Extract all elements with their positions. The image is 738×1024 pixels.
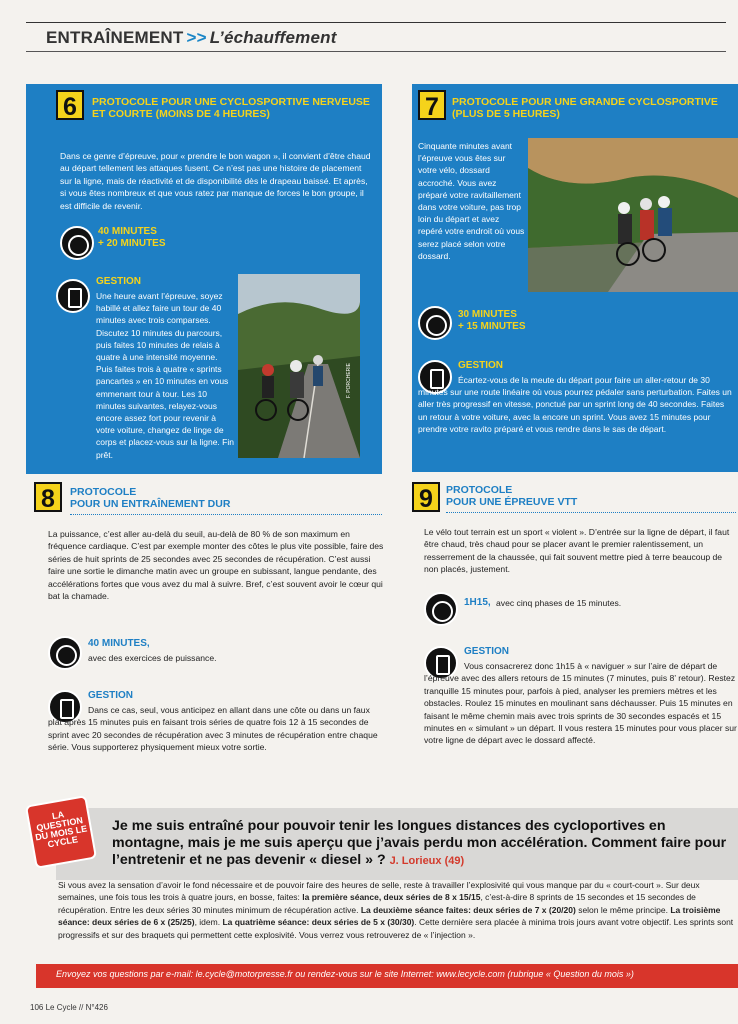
protocol-9-title: PROTOCOLE POUR UNE ÉPREUVE VTT bbox=[446, 484, 578, 508]
protocol-8-divider bbox=[70, 514, 382, 515]
protocol-7-gestion-title: GESTION bbox=[458, 360, 504, 371]
protocol-8-number: 8 bbox=[34, 482, 62, 512]
protocol-7-title: PROTOCOLE POUR UNE GRANDE CYCLOSPORTIVE (PLUS DE 5 HEURES) bbox=[452, 96, 718, 120]
protocol-8-title: PROTOCOLE POUR UN ENTRAÎNEMENT DUR bbox=[70, 486, 231, 510]
cyclists-road-photo bbox=[238, 274, 360, 458]
protocol-7-gestion-text: Écartez-vous de la meute du départ pour faire un aller-retour de 30 minutes sur une route linéaire où vous pourrez pédaler sans perturbation. Faites un aller très progressif en vitesse, ponctué par un sprint long de 40 secondes. Faites un retour à votre voiture, avec la encore un sprint. Vous avez 15 minutes pour prendre votre ravito préparé et vous rendre dans le sas de départ. bbox=[418, 375, 732, 434]
protocol-9-gestion-title: GESTION bbox=[464, 646, 510, 657]
stopwatch-icon bbox=[418, 306, 452, 340]
protocol-9-number: 9 bbox=[412, 482, 440, 512]
watch-icon bbox=[56, 279, 90, 313]
group-ride-photo bbox=[528, 138, 738, 292]
answer-text-3: selon le même principe. bbox=[575, 904, 671, 915]
protocol-9-time: 1H15, bbox=[464, 597, 491, 608]
protocol-6-gestion-title: GESTION bbox=[96, 276, 142, 287]
protocol-6-time: 40 MINUTES + 20 MINUTES bbox=[98, 226, 166, 249]
question-answer bbox=[58, 879, 736, 941]
protocol-6-intro: Dans ce genre d’épreuve, pour « prendre le bon wagon », il convient d’être chaud au départ tellement les attaques fusent. Ce n’est pas une histoire de placement sur la ligne, mais de réactivité et de disponibilité dès le drapeau baissé. Et après, si vous êtes nombreux et que vous ratez par manque de forces le bon groupe, il est difficile de revenir. bbox=[60, 151, 371, 211]
header-section: ENTRAÎNEMENT bbox=[46, 28, 184, 47]
answer-session-1: la première séance, deux séries de 8 x 15/15 bbox=[302, 892, 481, 903]
section-header bbox=[26, 22, 726, 52]
protocol-6-title: PROTOCOLE POUR UNE CYCLOSPORTIVE NERVEUSE ET COURTE (MOINS DE 4 HEURES) bbox=[92, 96, 370, 120]
answer-text-1: Si vous avez la sensation d’avoir le fond nécessaire et de pouvoir faire des heures de selle, reste à travailler l’explosivité qui vous manque par du « court-court ». Sur deux semaines, une fois tous les trois à quatre jours, en bosse, faites: bbox=[58, 880, 700, 903]
protocol-8-time-note: avec des exercices de puissance. bbox=[88, 653, 217, 663]
answer-session-2: La deuxième séance faites: deux séries de 7 x (20/20) bbox=[360, 904, 576, 915]
protocol-9-time-note: avec cinq phases de 15 minutes. bbox=[496, 598, 622, 608]
protocol-6-number: 6 bbox=[56, 90, 84, 120]
header-arrows: >> bbox=[186, 28, 207, 47]
protocol-9-divider bbox=[446, 512, 736, 513]
answer-session-3: La troisième séance: deux séries de 6 x (25/25) bbox=[58, 904, 721, 928]
protocol-8-gestion-text: Dans ce cas, seul, vous anticipez en allant dans une côte ou dans un faux plat après 15 minutes puis en faisant trois séries de quatre fois 12 à 15 secondes de sprint avec 20 secondes de récupération avec 3 minutes de récupération entre chaque série. Vous supporterez physiquement mieux votre sortie. bbox=[48, 705, 378, 753]
answer-text-4: , idem. bbox=[194, 917, 223, 928]
question-of-month-badge: LA QUESTION DU MOIS LE CYCLE bbox=[25, 795, 97, 869]
protocol-7-time: 30 MINUTES + 15 MINUTES bbox=[458, 309, 526, 332]
header-title bbox=[46, 28, 337, 48]
stopwatch-icon bbox=[48, 636, 82, 670]
stopwatch-icon bbox=[60, 226, 94, 260]
group-ride-image bbox=[528, 138, 738, 292]
protocol-7-number: 7 bbox=[418, 90, 446, 120]
protocol-7-intro: Cinquante minutes avant l’épreuve vous êtes sur votre vélo, dossard accroché. Vous avez préparé votre ravitaillement dans votre voiture, pas trop loin du départ et avez repéré votre endroit où vous serez placé selon votre dossard. bbox=[418, 141, 525, 261]
question-title bbox=[112, 818, 732, 870]
header-subsection: L’échauffement bbox=[209, 28, 337, 47]
answer-text-5: . Cette dernière sera placée à minima trois jours avant votre objectif. Les sprints sont progressifs et sur des braquets qui permettent cette explosivité. Vous verrez vous retrouverez de « l’injection ». bbox=[58, 917, 734, 940]
protocol-8-time: 40 MINUTES, bbox=[88, 638, 150, 649]
protocol-8-intro: La puissance, c’est aller au-delà du seuil, au-delà de 80 % de son maximum en fréquence cardiaque. C’est par exemple monter des côtes le plus vite possible, faire des séries de huit sprints de 25 secondes avec 25 secondes de récupération. C’est aussi faire une sortie le dimanche matin avec un groupe en subissant, langue pendante, des accélérations fortes que vous avez du mal à suivre. Bref, c’est souvent avoir le cœur qui bat la chamade. bbox=[48, 529, 384, 602]
protocol-9-gestion-text: Vous consacrerez donc 1h15 à « naviguer » sur l’aire de départ de l’épreuve avec des allers retours de 15 minutes (7 minutes, puis 8’ retour). Restez tranquille 15 minutes pour, parfois à pied, analyser les premiers mètres et les obstacles. Roulez 15 minutes en moulinant sans déchausser. Puis 15 minutes en faisant le même chemin mais avec trois sprints de 30 secondes espacés et 15 minutes en « simulant » un départ. Il vous restera 15 minutes pour vous placer sur votre ligne de départ avec le dossard affecté. bbox=[424, 661, 737, 746]
protocol-6-gestion-text: Une heure avant l’épreuve, soyez habillé et allez faire un tour de 40 minutes avec trois comparses. Discutez 10 minutes du parcours, puis faites 10 minutes de relais à quatre à une intensité moyenne. Puis faites trois à quatre « sprints pancartes » en 10 minutes en vous emmenant tour à tour. Les 10 minutes suivantes, relayez-vous encore assez fort pour revenir à votre voiture, changez de linge de corps et placez-vous sur la ligne. Fin prêt. bbox=[96, 291, 234, 460]
photo-credit: F. PORCHERIE bbox=[346, 362, 352, 398]
stopwatch-icon bbox=[424, 592, 458, 626]
contact-text: Envoyez vos questions par e-mail: le.cycle@motorpresse.fr ou rendez-vous sur le site Internet: www.lecycle.com (rubrique « Question du mois ») bbox=[56, 969, 634, 979]
page-footer: 106 Le Cycle // N°426 bbox=[30, 1003, 108, 1012]
question-author: J. Lorieux (49) bbox=[389, 855, 465, 867]
cyclists-road-image bbox=[238, 274, 360, 458]
protocol-8-gestion-title: GESTION bbox=[88, 690, 134, 701]
question-text: Je me suis entraîné pour pouvoir tenir les longues distances des cycloportives en montagne, mais je me suis aperçu que j’avais perdu mon accélération. Comment faire pour l’entretenir et ne pas devenir « diesel » ? bbox=[112, 818, 727, 868]
protocol-9-intro: Le vélo tout terrain est un sport « violent ». D’entrée sur la ligne de départ, il faut être chaud, très chaud pour se placer avant le premier ralentissement, un resserrement de la chaussée, qui fait souvent mettre pied à terre beaucoup de non placés, justement. bbox=[424, 527, 730, 575]
answer-session-4: La quatrième séance: deux séries de 5 x (30/30) bbox=[222, 917, 415, 928]
answer-text-2: , c’est-à-dire 8 sprints de 15 secondes et 15 secondes de récupération. Entre les deux séries 30 minutes minimum de récupération active. bbox=[58, 892, 696, 915]
